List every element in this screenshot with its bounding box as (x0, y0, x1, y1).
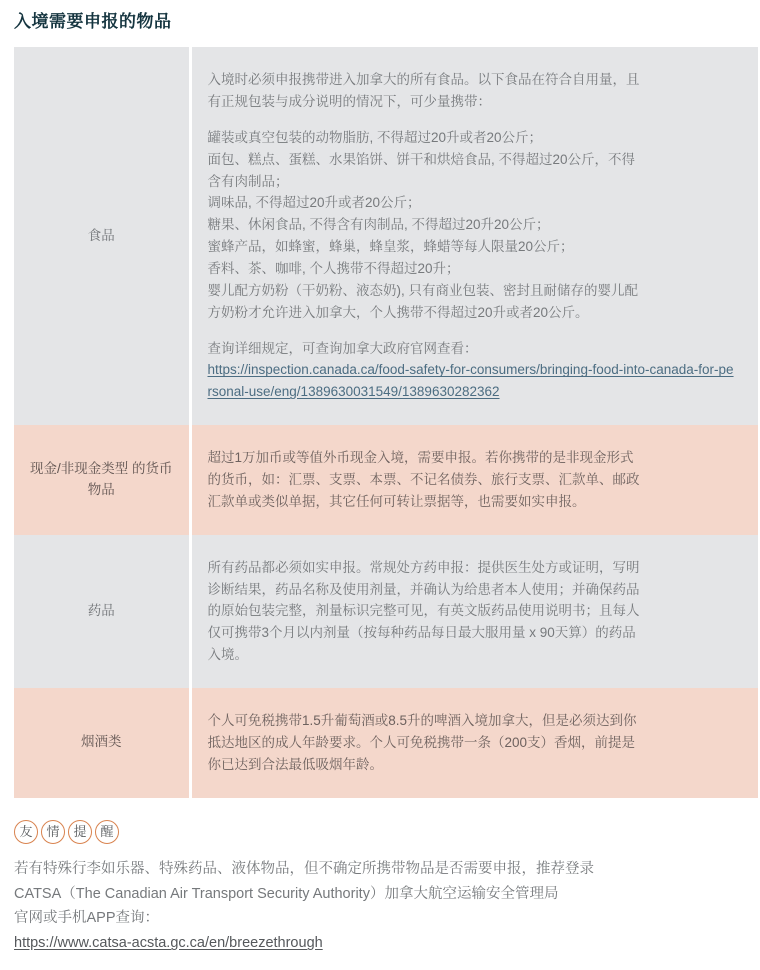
text-line: 的货币物品 (87, 460, 173, 497)
row-content-medicine (190, 535, 758, 688)
food-reference-link[interactable]: https://inspection.canada.ca/food-safety-for-consumers/bringing-food-into-canada-for-personal-use/eng/1389630031549/1389630282362 (207, 362, 734, 400)
friendly-reminder-badges (14, 820, 752, 844)
text-line: 入境。 (207, 647, 248, 663)
text-line: 所有药品都必须如实申报。常规处方药申报：提供医生处方或证明，写明 (207, 559, 640, 575)
declaration-table (14, 47, 758, 797)
currency-paragraph (208, 447, 737, 513)
paragraph-spacer (208, 113, 737, 127)
text-line: 抵达地区的成人年龄要求。个人可免税携带一条（200支）香烟，前提是 (207, 734, 636, 750)
text-line: 个人可免税携带1.5升葡萄酒或8.5升的啤酒入境加拿大，但是必须达到你 (207, 713, 637, 728)
text-line: 面包、糕点、蛋糕、水果馅饼、饼干和烘焙食品, 不得超过20公斤，不得 (207, 151, 636, 167)
food-intro-paragraph (208, 69, 737, 113)
row-content-food (190, 47, 758, 425)
table-row (14, 688, 758, 798)
text-line: 糖果、休闲食品, 不得含有肉制品, 不得超过20升20公斤； (207, 217, 550, 233)
table-row (14, 47, 758, 425)
row-content-tobacco-alcohol (190, 688, 758, 798)
text-line: CATSA（The Canadian Air Transport Security Authority）加拿大航空运输安全管理局 (14, 885, 559, 902)
circled-char-badge: 友 (14, 820, 38, 844)
medicine-paragraph (208, 557, 737, 666)
food-reference-paragraph (208, 338, 737, 404)
paragraph-spacer (208, 324, 737, 338)
text-line: 现金/非现金类型 (29, 460, 129, 476)
text-line: 含有肉制品； (207, 173, 289, 189)
text-line: 汇款单或类似单据，其它任何可转让票据等，也需要如实申报。 (207, 493, 586, 509)
text-line: 查询详细规定，可查询加拿大政府官网查看： (207, 340, 478, 356)
text-line: 入境时必须申报携带进入加拿大的所有食品。以下食品在符合自用量，且 (207, 72, 640, 88)
catsa-link[interactable]: https://www.catsa-acsta.gc.ca/en/breezethrough (14, 935, 323, 952)
text-line: 超过1万加币或等值外币现金入境，需要申报。若你携带的是非现金形式 (207, 450, 634, 466)
footer-paragraph (14, 857, 752, 957)
page-title: 入境需要申报的物品 (14, 12, 172, 31)
text-line: 婴儿配方奶粉（干奶粉、液态奶), 只有商业包装、密封且耐储存的婴儿配 (207, 282, 638, 298)
tobacco-alcohol-paragraph (208, 710, 737, 776)
text-line: 香料、茶、咖啡, 个人携带不得超过20升； (207, 260, 460, 276)
text-line: 诊断结果，药品名称及使用剂量，并确认为给患者本人使用；并确保药品 (207, 581, 640, 597)
text-line: 有正规包装与成分说明的情况下，可少量携带： (207, 93, 491, 109)
table-row (14, 425, 758, 535)
text-line: 官网或手机APP查询： (14, 910, 160, 927)
footer-note (14, 820, 752, 957)
row-label-currency (14, 425, 190, 535)
table-row (14, 535, 758, 688)
row-content-currency (190, 425, 758, 535)
declaration-table-body (14, 47, 758, 797)
row-label-tobacco-alcohol: 烟酒类 (14, 688, 190, 798)
text-line: 你已达到合法最低吸烟年龄。 (207, 756, 383, 772)
circled-char-badge: 提 (68, 820, 92, 844)
text-line: 蜜蜂产品，如蜂蜜，蜂巢，蜂皇浆，蜂蜡等每人限量20公斤； (207, 239, 574, 255)
row-label-medicine: 药品 (14, 535, 190, 688)
text-line: 仅可携带3个月以内剂量（按每种药品每日最大服用量 x 90天算）的药品 (207, 625, 636, 641)
text-line: 罐装或真空包装的动物脂肪, 不得超过20升或者20公斤； (207, 129, 543, 145)
text-line: 的货币，如：汇票、支票、本票、不记名债券、旅行支票、汇款单、邮政 (207, 471, 640, 487)
text-line: 调味品, 不得超过20升或者20公斤； (207, 195, 421, 211)
circled-char-badge: 醒 (95, 820, 119, 844)
text-line: 若有特殊行李如乐器、特殊药品、液体物品，但不确定所携带物品是否需要申报，推荐登录 (14, 860, 594, 877)
text-line: 方奶粉才允许进入加拿大，个人携带不得超过20升或者20公斤。 (207, 304, 589, 320)
text-line: 的原始包装完整，剂量标识完整可见，有英文版药品使用说明书；且每人 (207, 603, 640, 619)
food-items-paragraph (208, 127, 737, 324)
circled-char-badge: 情 (41, 820, 65, 844)
row-label-food: 食品 (14, 47, 190, 425)
